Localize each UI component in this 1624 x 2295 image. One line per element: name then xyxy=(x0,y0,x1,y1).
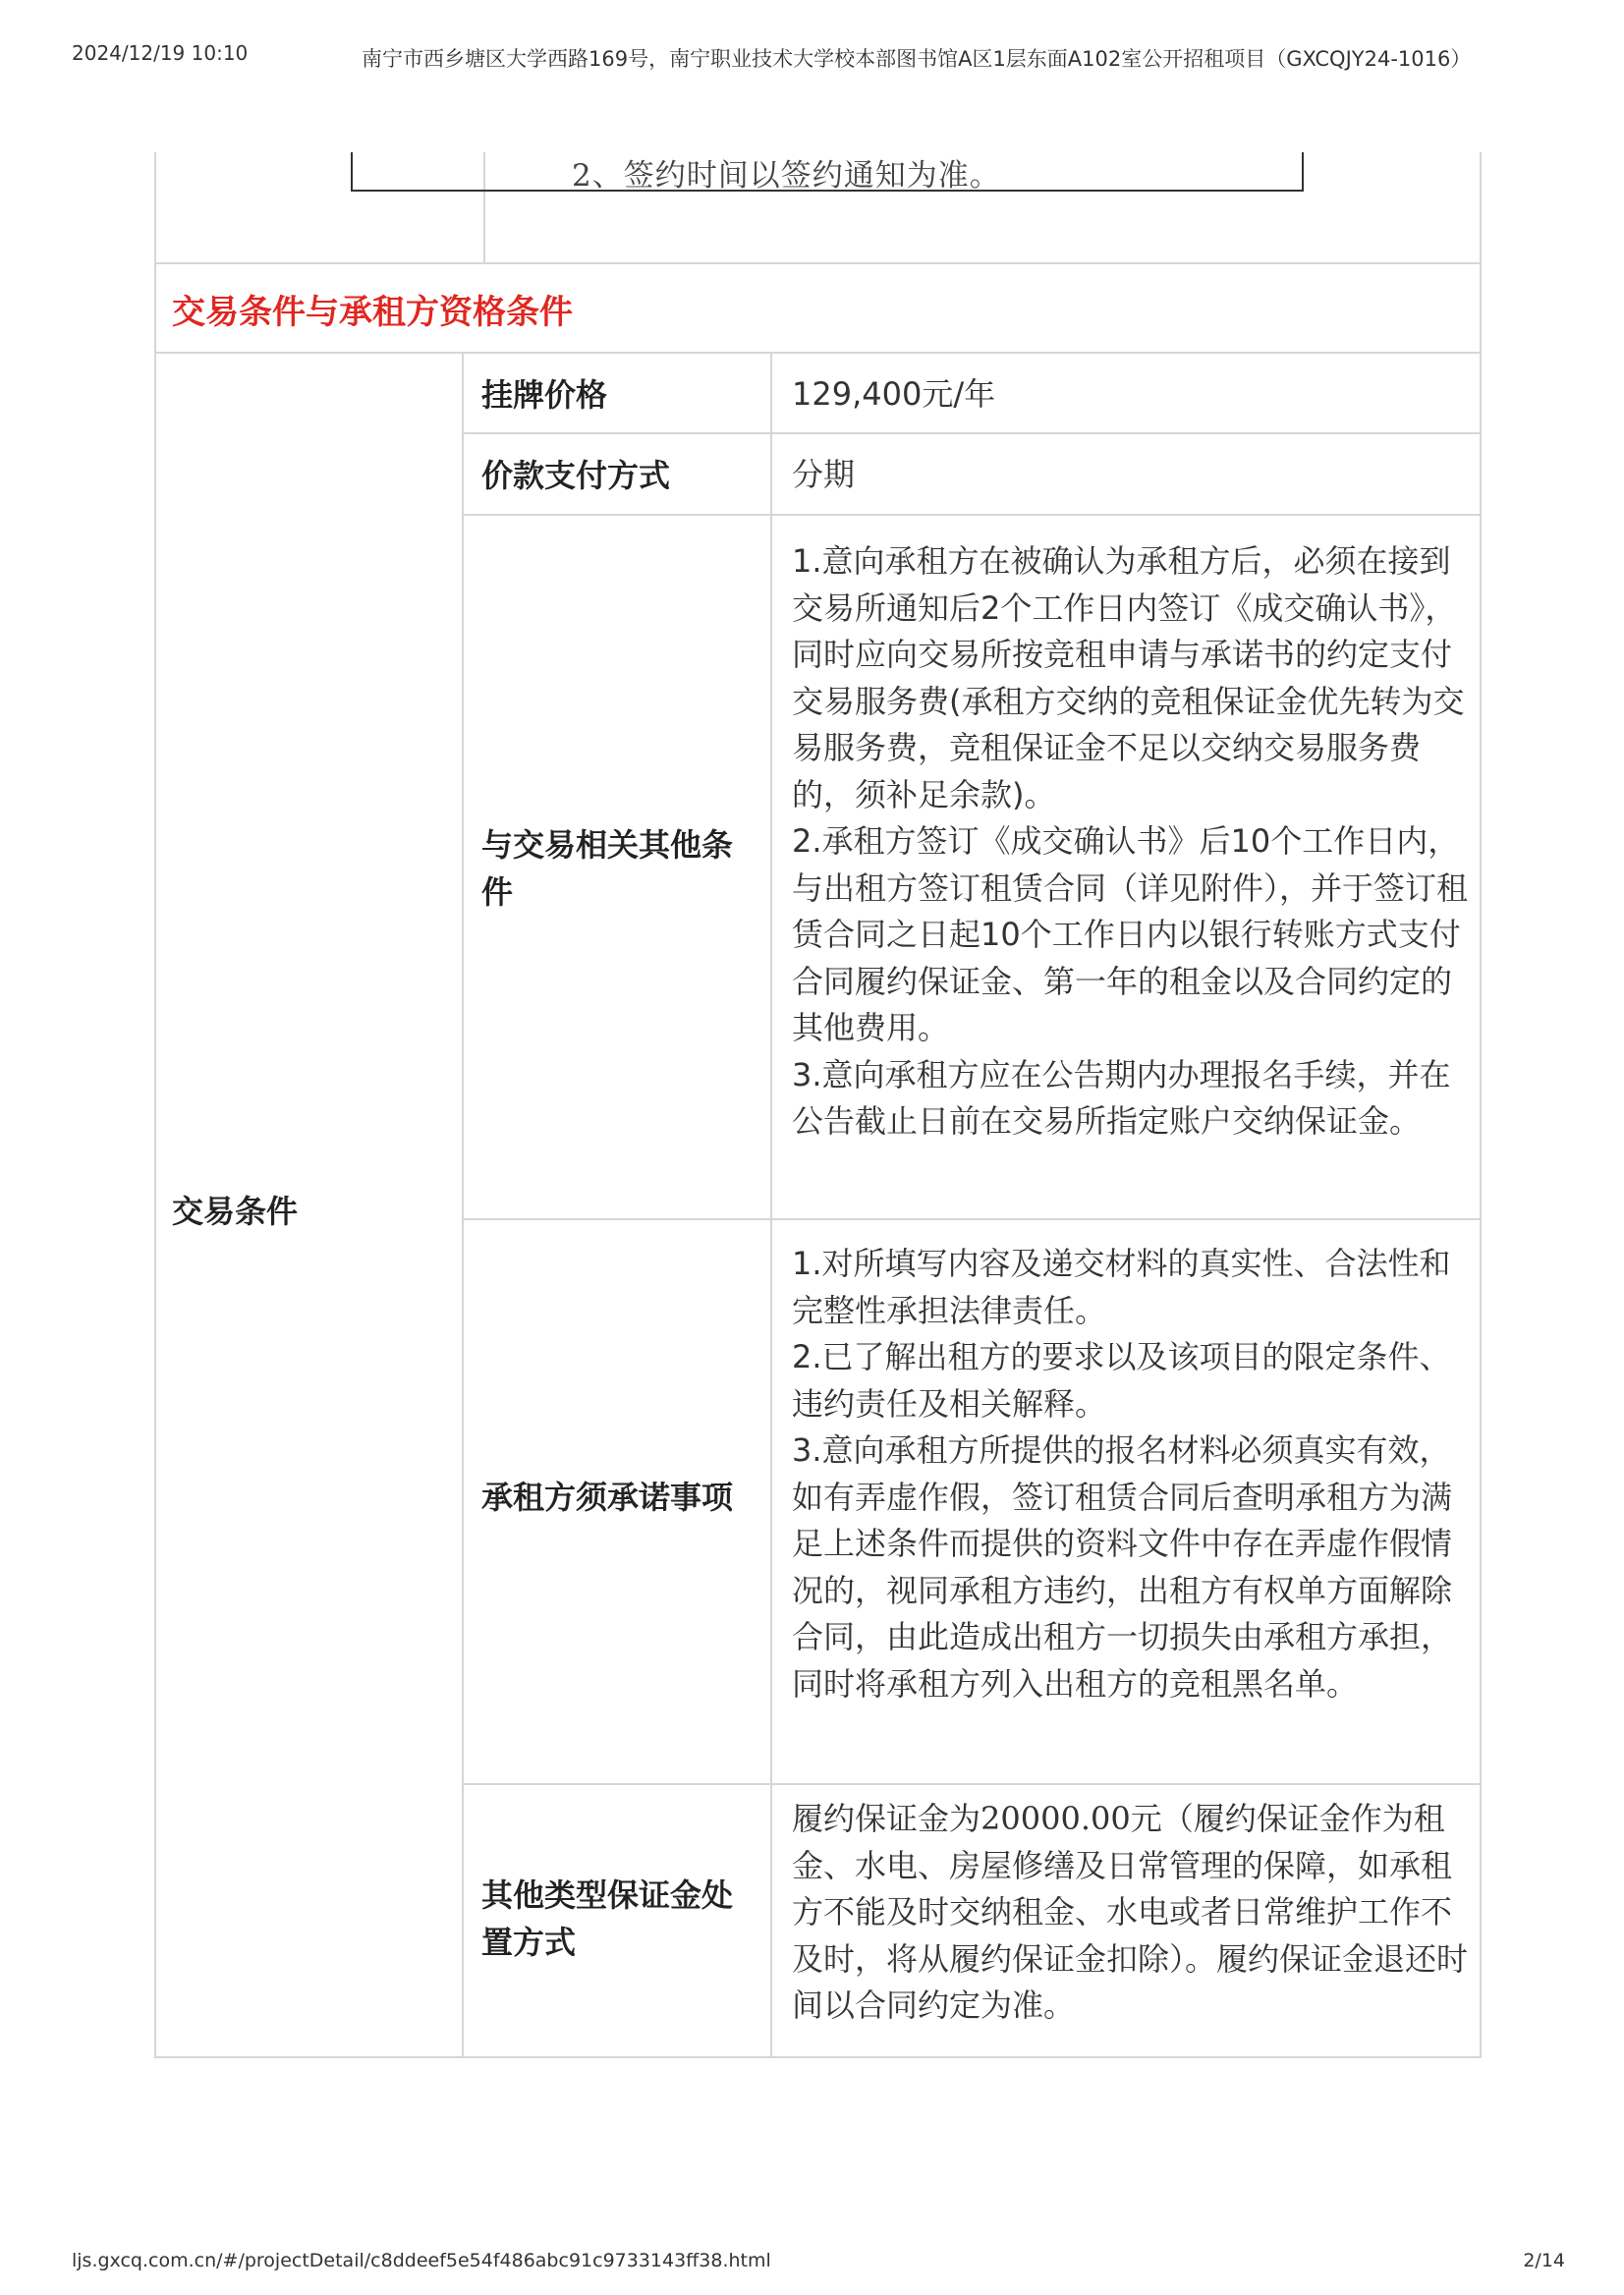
table-border-right xyxy=(1480,152,1482,2058)
table-bottom-border xyxy=(154,2056,1482,2058)
value-column-divider xyxy=(770,354,772,2058)
section-top-border xyxy=(154,262,1482,264)
other-conditions-item: 1.意向承租方在被确认为承租方后，必须在接到交易所通知后2个工作日内签订《成交确认书》，同时应向交易所按竞租申请与承诺书的约定支付交易服务费(承租方交纳的竞租保证金优先转为交易服务费，竞租保证金不足以交纳交易服务费的，须补足余款)。 xyxy=(792,542,1465,813)
deposit-disposal-label: 其他类型保证金处置方式 xyxy=(481,1876,734,1961)
lessee-commitments-value xyxy=(792,1241,1470,1707)
signing-time-note: 2、签约时间以签约通知为准。 xyxy=(572,158,1001,194)
deposit-prefix: 履约保证金 xyxy=(792,1800,950,1837)
other-conditions-item: 3.意向承租方应在公告期内办理报名手续，并在公告截止日前在交易所指定账户交纳保证金。 xyxy=(792,1055,1451,1140)
payment-method-label: 价款支付方式 xyxy=(481,457,671,494)
row-divider xyxy=(462,1783,1482,1785)
page-url: ljs.gxcq.com.cn/#/projectDetail/c8ddeef5e54f486abc91c9733143ff38.html xyxy=(72,2250,771,2271)
other-conditions-value xyxy=(792,538,1470,1146)
lessee-commitments-label: 承租方须承诺事项 xyxy=(481,1479,734,1516)
row-divider xyxy=(462,514,1482,516)
payment-method-value: 分期 xyxy=(792,456,856,493)
document-title: 南宁市西乡塘区大学西路169号，南宁职业技术大学校本部图书馆A区1层东面A102室公开招租项目（GXCQJY24-1016） xyxy=(362,47,1472,71)
row-divider xyxy=(462,1218,1482,1220)
category-label: 交易条件 xyxy=(172,1193,299,1230)
other-conditions-item: 2.承租方签订《成交确认书》后10个工作日内，与出租方签订租赁合同（详见附件），并于签订租赁合同之日起10个工作日内以银行转账方式支付合同履约保证金、第一年的租金以及合同约定的其他费用。 xyxy=(792,822,1469,1046)
deposit-disposal-value xyxy=(792,1796,1470,2030)
commitment-item: 3.意向承租方所提供的报名材料必须真实有效，如有弄虚作假，签订租赁合同后查明承租方为满足上述条件而提供的资料文件中存在弄虚作假情况的，视同承租方违约，出租方有权单方面解除合同，由此造成出租方一切损失由承租方承担，同时将承租方列入出租方的竞租黑名单。 xyxy=(792,1431,1453,1703)
deposit-details: （履约保证金作为租金、水电、房屋修缮及日常管理的保障，如承租方不能及时交纳租金、水电或者日常维护工作不及时，将从履约保证金扣除）。履约保证金退还时间以合同约定为准。 xyxy=(792,1800,1469,2024)
other-conditions-label: 与交易相关其他条件 xyxy=(481,826,734,911)
print-datetime: 2024/12/19 10:10 xyxy=(72,41,249,65)
listing-price-label: 挂牌价格 xyxy=(481,376,608,414)
deposit-amount: 为20000.00元 xyxy=(949,1800,1162,1837)
table-border-left xyxy=(154,152,156,2058)
listing-price-value: 129,400元/年 xyxy=(792,375,996,413)
section-bottom-border xyxy=(154,352,1482,354)
row-divider xyxy=(462,432,1482,434)
commitment-item: 2.已了解出租方的要求以及该项目的限定条件、违约责任及相关解释。 xyxy=(792,1338,1451,1423)
commitment-item: 1.对所填写内容及递交材料的真实性、合法性和完整性承担法律责任。 xyxy=(792,1245,1451,1329)
label-column-divider xyxy=(462,354,464,2058)
section-title: 交易条件与承租方资格条件 xyxy=(172,293,573,332)
page-number: 2/14 xyxy=(1523,2250,1565,2271)
